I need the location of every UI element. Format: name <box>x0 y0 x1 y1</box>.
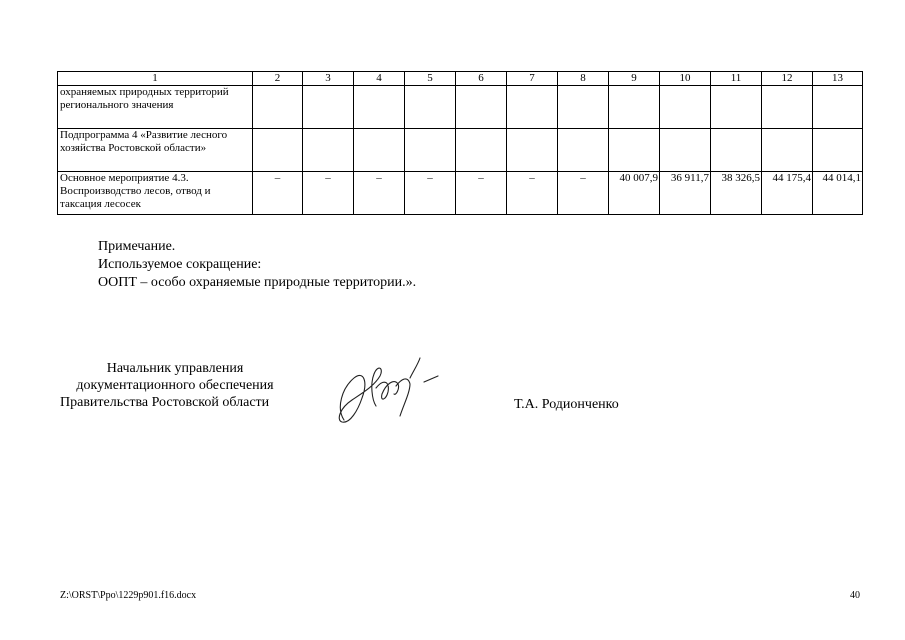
table-cell <box>303 86 354 129</box>
footer-file-path: Z:\ORST\Ppo\1229p901.f16.docx <box>60 590 197 601</box>
row-description-cell: Подпрограмма 4 «Развитие лесного хозяйства Ростовской области» <box>58 129 253 172</box>
signatory-position <box>60 360 290 411</box>
table-cell: – <box>303 172 354 215</box>
table-cell <box>813 86 863 129</box>
column-number-header: 13 <box>813 72 863 86</box>
table-cell <box>253 129 303 172</box>
column-number-header: 11 <box>711 72 762 86</box>
table-cell <box>609 129 660 172</box>
table-cell: 36 911,7 <box>660 172 711 215</box>
column-number-header: 5 <box>405 72 456 86</box>
table-cell: 38 326,5 <box>711 172 762 215</box>
table-cell <box>456 129 507 172</box>
signatory-name: Т.А. Родионченко <box>514 397 619 412</box>
table-cell <box>253 86 303 129</box>
column-number-header: 8 <box>558 72 609 86</box>
table-cell <box>711 129 762 172</box>
table-cell <box>660 129 711 172</box>
table-cell: 44 175,4 <box>762 172 813 215</box>
table-cell <box>558 86 609 129</box>
table-cell <box>507 86 558 129</box>
table-cell: – <box>405 172 456 215</box>
column-number-header: 1 <box>58 72 253 86</box>
table-cell <box>456 86 507 129</box>
page-number: 40 <box>850 590 860 601</box>
table-cell: – <box>354 172 405 215</box>
table-cell <box>558 129 609 172</box>
table-row <box>58 86 863 129</box>
column-number-header: 10 <box>660 72 711 86</box>
note-abbreviation-label: Используемое сокращение: <box>98 257 262 272</box>
column-number-header: 7 <box>507 72 558 86</box>
table-cell: – <box>456 172 507 215</box>
table-cell: 44 014,1 <box>813 172 863 215</box>
position-line-3: Правительства Ростовской области <box>60 395 270 410</box>
table-cell <box>405 86 456 129</box>
table-header-row <box>58 72 863 86</box>
table-cell <box>303 129 354 172</box>
column-number-header: 4 <box>354 72 405 86</box>
table-cell: – <box>558 172 609 215</box>
table-cell: – <box>253 172 303 215</box>
table-cell <box>660 86 711 129</box>
table-cell <box>405 129 456 172</box>
table-cell <box>354 86 405 129</box>
note-title: Примечание. <box>98 239 176 254</box>
table-cell <box>762 86 813 129</box>
table-cell <box>813 129 863 172</box>
column-number-header: 6 <box>456 72 507 86</box>
budget-table <box>57 71 863 215</box>
table-cell: – <box>507 172 558 215</box>
column-number-header: 3 <box>303 72 354 86</box>
handwritten-signature <box>334 348 444 430</box>
table-cell <box>507 129 558 172</box>
table-cell: 40 007,9 <box>609 172 660 215</box>
position-line-1: Начальник управления <box>106 361 244 376</box>
row-description-cell: охраняемых природных территорий регионального значения <box>58 86 253 129</box>
column-number-header: 9 <box>609 72 660 86</box>
table-cell <box>711 86 762 129</box>
column-number-header: 12 <box>762 72 813 86</box>
row-description-cell: Основное мероприятие 4.3. Воспроизводство лесов, отвод и таксация лесосек <box>58 172 253 215</box>
table-row <box>58 129 863 172</box>
column-number-header: 2 <box>253 72 303 86</box>
position-line-2: документационного обеспечения <box>76 378 274 393</box>
table-cell <box>609 86 660 129</box>
note-abbreviation-text: ООПТ – особо охраняемые природные территории.». <box>98 275 417 290</box>
table-row <box>58 172 863 215</box>
table-cell <box>354 129 405 172</box>
table-cell <box>762 129 813 172</box>
